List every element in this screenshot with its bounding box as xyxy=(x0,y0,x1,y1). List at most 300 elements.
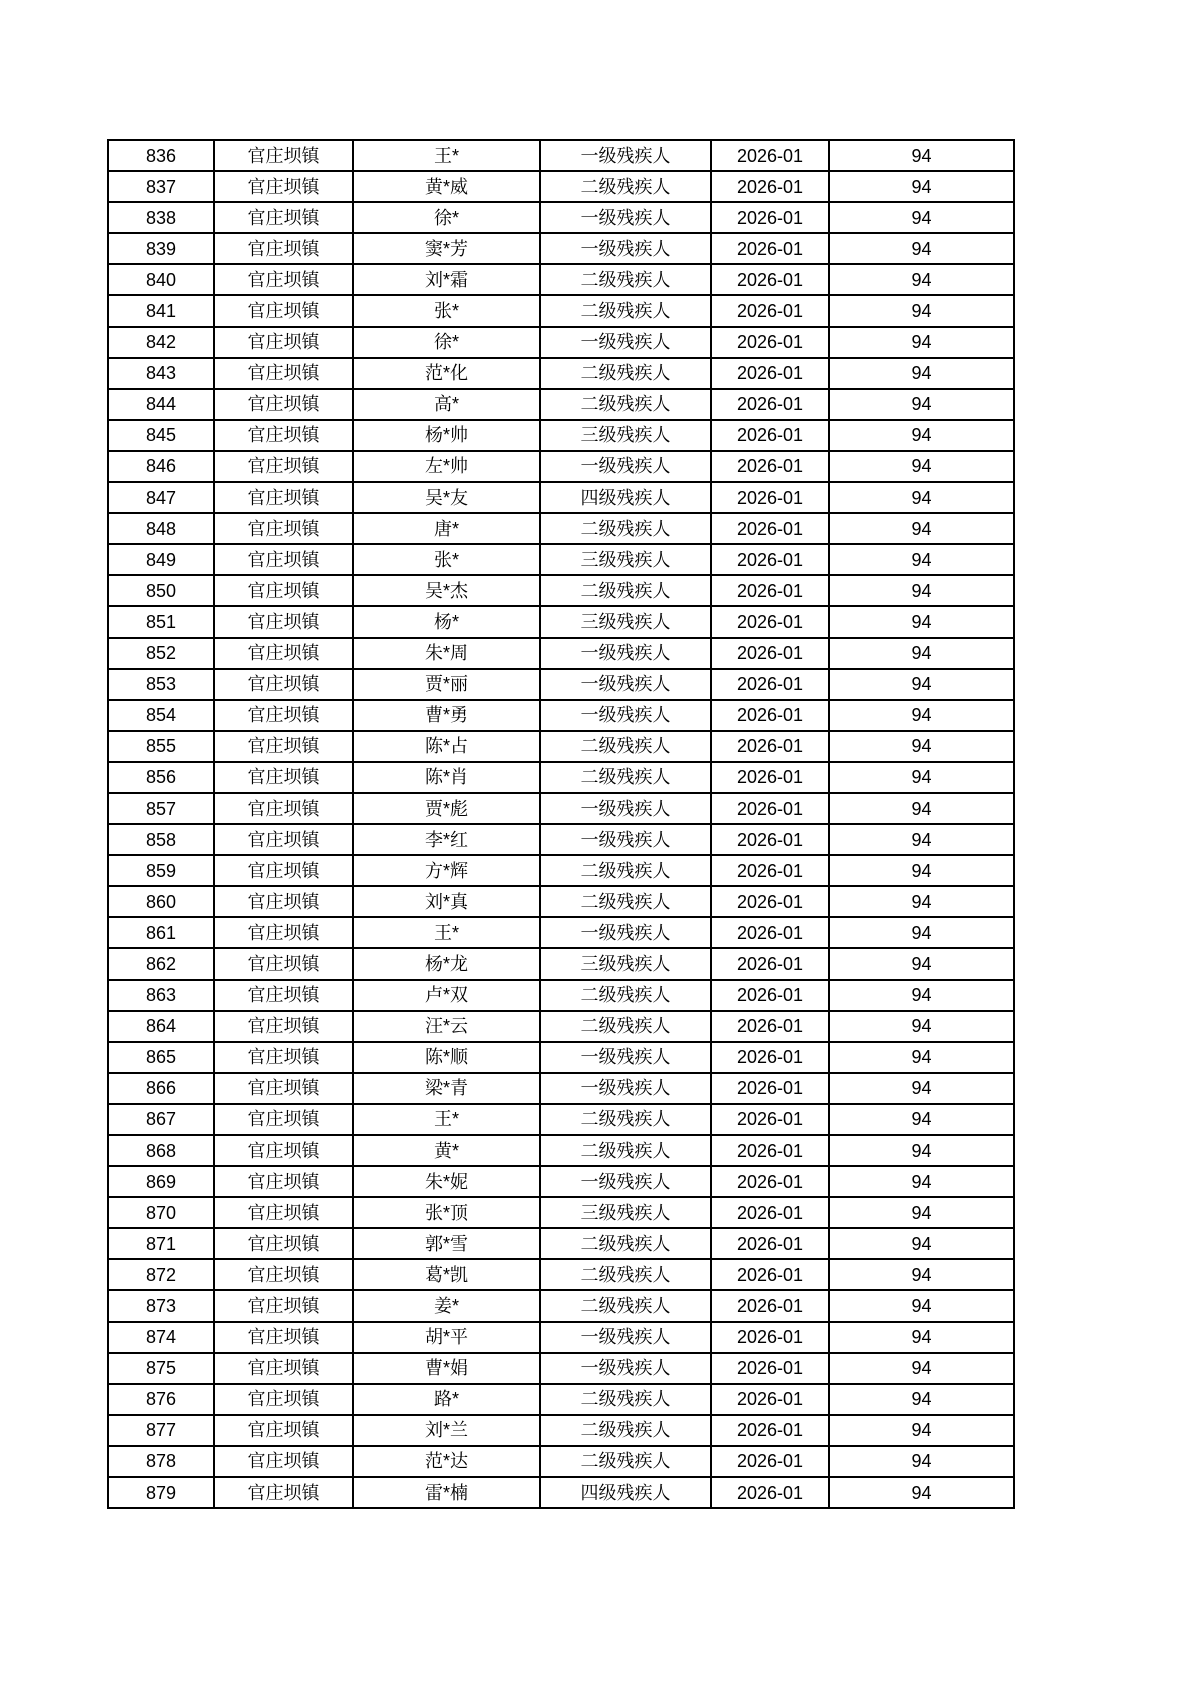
cell-town: 官庄坝镇 xyxy=(214,295,353,326)
cell-amount: 94 xyxy=(829,1135,1014,1166)
cell-amount: 94 xyxy=(829,420,1014,451)
cell-amount: 94 xyxy=(829,1073,1014,1104)
cell-month: 2026-01 xyxy=(711,202,829,233)
cell-month: 2026-01 xyxy=(711,1042,829,1073)
cell-row-number: 836 xyxy=(108,140,214,171)
cell-person-name: 唐* xyxy=(353,513,540,544)
cell-month: 2026-01 xyxy=(711,793,829,824)
cell-amount: 94 xyxy=(829,358,1014,389)
cell-person-name: 胡*平 xyxy=(353,1322,540,1353)
table-row xyxy=(108,1197,1014,1228)
cell-town: 官庄坝镇 xyxy=(214,575,353,606)
table-row xyxy=(108,1104,1014,1135)
cell-row-number: 860 xyxy=(108,886,214,917)
cell-month: 2026-01 xyxy=(711,1446,829,1477)
cell-row-number: 846 xyxy=(108,451,214,482)
cell-amount: 94 xyxy=(829,327,1014,358)
cell-disability-level: 二级残疾人 xyxy=(540,264,711,295)
cell-person-name: 张* xyxy=(353,295,540,326)
table-row xyxy=(108,762,1014,793)
cell-amount: 94 xyxy=(829,1259,1014,1290)
table-row xyxy=(108,1322,1014,1353)
cell-town: 官庄坝镇 xyxy=(214,1353,353,1384)
cell-disability-level: 二级残疾人 xyxy=(540,575,711,606)
cell-row-number: 877 xyxy=(108,1415,214,1446)
table-row xyxy=(108,544,1014,575)
cell-town: 官庄坝镇 xyxy=(214,1073,353,1104)
table-row xyxy=(108,606,1014,637)
cell-disability-level: 二级残疾人 xyxy=(540,762,711,793)
cell-row-number: 840 xyxy=(108,264,214,295)
cell-person-name: 黄* xyxy=(353,1135,540,1166)
cell-disability-level: 一级残疾人 xyxy=(540,824,711,855)
cell-month: 2026-01 xyxy=(711,606,829,637)
table-row xyxy=(108,948,1014,979)
cell-month: 2026-01 xyxy=(711,513,829,544)
cell-disability-level: 一级残疾人 xyxy=(540,700,711,731)
cell-person-name: 左*帅 xyxy=(353,451,540,482)
cell-person-name: 贾*丽 xyxy=(353,669,540,700)
table-row xyxy=(108,1415,1014,1446)
cell-row-number: 854 xyxy=(108,700,214,731)
cell-disability-level: 一级残疾人 xyxy=(540,1353,711,1384)
table-row xyxy=(108,171,1014,202)
cell-disability-level: 二级残疾人 xyxy=(540,1228,711,1259)
table-row xyxy=(108,700,1014,731)
cell-disability-level: 四级残疾人 xyxy=(540,1477,711,1508)
cell-amount: 94 xyxy=(829,451,1014,482)
cell-amount: 94 xyxy=(829,1384,1014,1415)
cell-month: 2026-01 xyxy=(711,1353,829,1384)
cell-disability-level: 二级残疾人 xyxy=(540,980,711,1011)
table-row xyxy=(108,513,1014,544)
cell-town: 官庄坝镇 xyxy=(214,1104,353,1135)
table-row xyxy=(108,855,1014,886)
cell-person-name: 吴*友 xyxy=(353,482,540,513)
cell-amount: 94 xyxy=(829,980,1014,1011)
table-row xyxy=(108,358,1014,389)
cell-town: 官庄坝镇 xyxy=(214,1259,353,1290)
cell-disability-level: 一级残疾人 xyxy=(540,917,711,948)
table-row xyxy=(108,1166,1014,1197)
cell-person-name: 陈*顺 xyxy=(353,1042,540,1073)
cell-town: 官庄坝镇 xyxy=(214,1197,353,1228)
table-row xyxy=(108,327,1014,358)
cell-month: 2026-01 xyxy=(711,451,829,482)
table-row xyxy=(108,1135,1014,1166)
table-row xyxy=(108,264,1014,295)
cell-month: 2026-01 xyxy=(711,1166,829,1197)
cell-month: 2026-01 xyxy=(711,420,829,451)
cell-disability-level: 三级残疾人 xyxy=(540,948,711,979)
cell-disability-level: 二级残疾人 xyxy=(540,358,711,389)
cell-town: 官庄坝镇 xyxy=(214,202,353,233)
cell-disability-level: 一级残疾人 xyxy=(540,638,711,669)
table-row xyxy=(108,1011,1014,1042)
cell-disability-level: 二级残疾人 xyxy=(540,855,711,886)
cell-amount: 94 xyxy=(829,1166,1014,1197)
cell-row-number: 858 xyxy=(108,824,214,855)
cell-town: 官庄坝镇 xyxy=(214,327,353,358)
cell-month: 2026-01 xyxy=(711,1322,829,1353)
cell-town: 官庄坝镇 xyxy=(214,513,353,544)
cell-month: 2026-01 xyxy=(711,233,829,264)
table-row xyxy=(108,886,1014,917)
table-row xyxy=(108,980,1014,1011)
cell-person-name: 李*红 xyxy=(353,824,540,855)
table-row xyxy=(108,202,1014,233)
cell-disability-level: 三级残疾人 xyxy=(540,420,711,451)
cell-row-number: 874 xyxy=(108,1322,214,1353)
cell-row-number: 868 xyxy=(108,1135,214,1166)
cell-month: 2026-01 xyxy=(711,575,829,606)
cell-month: 2026-01 xyxy=(711,1073,829,1104)
cell-person-name: 王* xyxy=(353,140,540,171)
cell-person-name: 刘*兰 xyxy=(353,1415,540,1446)
cell-town: 官庄坝镇 xyxy=(214,638,353,669)
cell-disability-level: 二级残疾人 xyxy=(540,171,711,202)
cell-month: 2026-01 xyxy=(711,638,829,669)
cell-month: 2026-01 xyxy=(711,1104,829,1135)
cell-person-name: 路* xyxy=(353,1384,540,1415)
cell-disability-level: 二级残疾人 xyxy=(540,886,711,917)
cell-disability-level: 一级残疾人 xyxy=(540,327,711,358)
cell-row-number: 844 xyxy=(108,389,214,420)
cell-month: 2026-01 xyxy=(711,886,829,917)
cell-row-number: 864 xyxy=(108,1011,214,1042)
cell-amount: 94 xyxy=(829,762,1014,793)
cell-amount: 94 xyxy=(829,669,1014,700)
cell-amount: 94 xyxy=(829,1446,1014,1477)
cell-person-name: 朱*妮 xyxy=(353,1166,540,1197)
cell-town: 官庄坝镇 xyxy=(214,233,353,264)
cell-town: 官庄坝镇 xyxy=(214,980,353,1011)
cell-disability-level: 四级残疾人 xyxy=(540,482,711,513)
cell-town: 官庄坝镇 xyxy=(214,793,353,824)
cell-town: 官庄坝镇 xyxy=(214,1415,353,1446)
cell-amount: 94 xyxy=(829,886,1014,917)
cell-town: 官庄坝镇 xyxy=(214,264,353,295)
cell-row-number: 849 xyxy=(108,544,214,575)
cell-town: 官庄坝镇 xyxy=(214,700,353,731)
cell-disability-level: 二级残疾人 xyxy=(540,1290,711,1321)
cell-amount: 94 xyxy=(829,824,1014,855)
cell-disability-level: 三级残疾人 xyxy=(540,606,711,637)
cell-disability-level: 二级残疾人 xyxy=(540,295,711,326)
cell-amount: 94 xyxy=(829,482,1014,513)
cell-month: 2026-01 xyxy=(711,389,829,420)
table-row xyxy=(108,824,1014,855)
cell-person-name: 葛*凯 xyxy=(353,1259,540,1290)
cell-month: 2026-01 xyxy=(711,140,829,171)
cell-row-number: 875 xyxy=(108,1353,214,1384)
cell-person-name: 贾*彪 xyxy=(353,793,540,824)
table-row xyxy=(108,140,1014,171)
cell-month: 2026-01 xyxy=(711,1290,829,1321)
table-row xyxy=(108,389,1014,420)
cell-town: 官庄坝镇 xyxy=(214,762,353,793)
cell-town: 官庄坝镇 xyxy=(214,824,353,855)
cell-row-number: 851 xyxy=(108,606,214,637)
cell-person-name: 姜* xyxy=(353,1290,540,1321)
cell-person-name: 吴*杰 xyxy=(353,575,540,606)
cell-person-name: 刘*真 xyxy=(353,886,540,917)
cell-row-number: 857 xyxy=(108,793,214,824)
cell-disability-level: 二级残疾人 xyxy=(540,1135,711,1166)
cell-town: 官庄坝镇 xyxy=(214,171,353,202)
table-row xyxy=(108,917,1014,948)
cell-person-name: 朱*周 xyxy=(353,638,540,669)
cell-row-number: 866 xyxy=(108,1073,214,1104)
cell-month: 2026-01 xyxy=(711,824,829,855)
cell-disability-level: 二级残疾人 xyxy=(540,731,711,762)
cell-person-name: 杨* xyxy=(353,606,540,637)
cell-disability-level: 一级残疾人 xyxy=(540,1073,711,1104)
cell-row-number: 843 xyxy=(108,358,214,389)
cell-amount: 94 xyxy=(829,171,1014,202)
cell-amount: 94 xyxy=(829,513,1014,544)
cell-month: 2026-01 xyxy=(711,1415,829,1446)
cell-month: 2026-01 xyxy=(711,264,829,295)
cell-person-name: 曹*娟 xyxy=(353,1353,540,1384)
cell-amount: 94 xyxy=(829,1415,1014,1446)
cell-person-name: 陈*占 xyxy=(353,731,540,762)
cell-row-number: 863 xyxy=(108,980,214,1011)
cell-month: 2026-01 xyxy=(711,1259,829,1290)
cell-row-number: 855 xyxy=(108,731,214,762)
cell-disability-level: 二级残疾人 xyxy=(540,513,711,544)
cell-row-number: 878 xyxy=(108,1446,214,1477)
cell-row-number: 845 xyxy=(108,420,214,451)
cell-month: 2026-01 xyxy=(711,731,829,762)
cell-disability-level: 三级残疾人 xyxy=(540,544,711,575)
cell-person-name: 范*达 xyxy=(353,1446,540,1477)
cell-disability-level: 一级残疾人 xyxy=(540,1322,711,1353)
cell-person-name: 窦*芳 xyxy=(353,233,540,264)
cell-month: 2026-01 xyxy=(711,1011,829,1042)
cell-disability-level: 一级残疾人 xyxy=(540,202,711,233)
cell-row-number: 847 xyxy=(108,482,214,513)
cell-town: 官庄坝镇 xyxy=(214,482,353,513)
cell-person-name: 王* xyxy=(353,1104,540,1135)
cell-amount: 94 xyxy=(829,202,1014,233)
cell-disability-level: 一级残疾人 xyxy=(540,669,711,700)
cell-town: 官庄坝镇 xyxy=(214,948,353,979)
cell-amount: 94 xyxy=(829,140,1014,171)
table-row xyxy=(108,420,1014,451)
table-row xyxy=(108,1042,1014,1073)
cell-person-name: 杨*帅 xyxy=(353,420,540,451)
cell-person-name: 郭*雪 xyxy=(353,1228,540,1259)
cell-month: 2026-01 xyxy=(711,669,829,700)
cell-amount: 94 xyxy=(829,1197,1014,1228)
cell-amount: 94 xyxy=(829,233,1014,264)
cell-town: 官庄坝镇 xyxy=(214,886,353,917)
cell-month: 2026-01 xyxy=(711,1384,829,1415)
cell-disability-level: 一级残疾人 xyxy=(540,793,711,824)
table-row xyxy=(108,482,1014,513)
cell-month: 2026-01 xyxy=(711,1135,829,1166)
cell-town: 官庄坝镇 xyxy=(214,1290,353,1321)
cell-amount: 94 xyxy=(829,544,1014,575)
cell-person-name: 杨*龙 xyxy=(353,948,540,979)
cell-row-number: 870 xyxy=(108,1197,214,1228)
table-row xyxy=(108,638,1014,669)
cell-amount: 94 xyxy=(829,295,1014,326)
cell-amount: 94 xyxy=(829,606,1014,637)
cell-town: 官庄坝镇 xyxy=(214,389,353,420)
cell-person-name: 曹*勇 xyxy=(353,700,540,731)
cell-disability-level: 一级残疾人 xyxy=(540,1042,711,1073)
cell-town: 官庄坝镇 xyxy=(214,544,353,575)
cell-amount: 94 xyxy=(829,1290,1014,1321)
cell-row-number: 852 xyxy=(108,638,214,669)
cell-town: 官庄坝镇 xyxy=(214,1135,353,1166)
cell-town: 官庄坝镇 xyxy=(214,731,353,762)
table-body xyxy=(108,140,1014,1508)
cell-town: 官庄坝镇 xyxy=(214,606,353,637)
cell-town: 官庄坝镇 xyxy=(214,1384,353,1415)
cell-town: 官庄坝镇 xyxy=(214,1011,353,1042)
cell-month: 2026-01 xyxy=(711,1477,829,1508)
cell-month: 2026-01 xyxy=(711,1197,829,1228)
cell-person-name: 徐* xyxy=(353,202,540,233)
cell-amount: 94 xyxy=(829,731,1014,762)
cell-person-name: 张* xyxy=(353,544,540,575)
cell-town: 官庄坝镇 xyxy=(214,917,353,948)
cell-town: 官庄坝镇 xyxy=(214,1166,353,1197)
cell-person-name: 高* xyxy=(353,389,540,420)
cell-disability-level: 一级残疾人 xyxy=(540,451,711,482)
cell-amount: 94 xyxy=(829,575,1014,606)
cell-town: 官庄坝镇 xyxy=(214,140,353,171)
cell-amount: 94 xyxy=(829,1011,1014,1042)
cell-row-number: 873 xyxy=(108,1290,214,1321)
cell-row-number: 869 xyxy=(108,1166,214,1197)
table-row xyxy=(108,731,1014,762)
cell-person-name: 刘*霜 xyxy=(353,264,540,295)
cell-month: 2026-01 xyxy=(711,482,829,513)
cell-month: 2026-01 xyxy=(711,171,829,202)
cell-disability-level: 一级残疾人 xyxy=(540,233,711,264)
cell-amount: 94 xyxy=(829,700,1014,731)
cell-month: 2026-01 xyxy=(711,327,829,358)
cell-month: 2026-01 xyxy=(711,544,829,575)
cell-disability-level: 二级残疾人 xyxy=(540,1104,711,1135)
cell-row-number: 862 xyxy=(108,948,214,979)
cell-amount: 94 xyxy=(829,793,1014,824)
table-row xyxy=(108,1384,1014,1415)
cell-person-name: 王* xyxy=(353,917,540,948)
cell-person-name: 张*顶 xyxy=(353,1197,540,1228)
cell-person-name: 汪*云 xyxy=(353,1011,540,1042)
cell-town: 官庄坝镇 xyxy=(214,420,353,451)
cell-amount: 94 xyxy=(829,855,1014,886)
cell-amount: 94 xyxy=(829,1322,1014,1353)
cell-person-name: 雷*楠 xyxy=(353,1477,540,1508)
cell-row-number: 879 xyxy=(108,1477,214,1508)
cell-row-number: 850 xyxy=(108,575,214,606)
cell-month: 2026-01 xyxy=(711,1228,829,1259)
cell-disability-level: 二级残疾人 xyxy=(540,1384,711,1415)
cell-amount: 94 xyxy=(829,1477,1014,1508)
cell-disability-level: 二级残疾人 xyxy=(540,1446,711,1477)
cell-disability-level: 一级残疾人 xyxy=(540,140,711,171)
cell-disability-level: 三级残疾人 xyxy=(540,1197,711,1228)
cell-town: 官庄坝镇 xyxy=(214,358,353,389)
cell-row-number: 856 xyxy=(108,762,214,793)
table-row xyxy=(108,575,1014,606)
cell-row-number: 837 xyxy=(108,171,214,202)
table-row xyxy=(108,1259,1014,1290)
cell-town: 官庄坝镇 xyxy=(214,1042,353,1073)
cell-month: 2026-01 xyxy=(711,762,829,793)
cell-amount: 94 xyxy=(829,948,1014,979)
table-row xyxy=(108,669,1014,700)
cell-person-name: 范*化 xyxy=(353,358,540,389)
cell-amount: 94 xyxy=(829,917,1014,948)
table-row xyxy=(108,451,1014,482)
cell-town: 官庄坝镇 xyxy=(214,855,353,886)
table-row xyxy=(108,1228,1014,1259)
table-row xyxy=(108,1477,1014,1508)
cell-row-number: 871 xyxy=(108,1228,214,1259)
cell-month: 2026-01 xyxy=(711,980,829,1011)
cell-row-number: 861 xyxy=(108,917,214,948)
cell-row-number: 867 xyxy=(108,1104,214,1135)
cell-month: 2026-01 xyxy=(711,358,829,389)
cell-person-name: 梁*青 xyxy=(353,1073,540,1104)
table-row xyxy=(108,233,1014,264)
cell-amount: 94 xyxy=(829,1353,1014,1384)
cell-row-number: 859 xyxy=(108,855,214,886)
cell-person-name: 徐* xyxy=(353,327,540,358)
cell-row-number: 853 xyxy=(108,669,214,700)
cell-month: 2026-01 xyxy=(711,917,829,948)
cell-amount: 94 xyxy=(829,389,1014,420)
table-row xyxy=(108,1446,1014,1477)
cell-row-number: 839 xyxy=(108,233,214,264)
cell-disability-level: 一级残疾人 xyxy=(540,1166,711,1197)
cell-town: 官庄坝镇 xyxy=(214,669,353,700)
cell-person-name: 黄*威 xyxy=(353,171,540,202)
cell-town: 官庄坝镇 xyxy=(214,1322,353,1353)
cell-amount: 94 xyxy=(829,1104,1014,1135)
cell-row-number: 872 xyxy=(108,1259,214,1290)
table-row xyxy=(108,1353,1014,1384)
cell-month: 2026-01 xyxy=(711,855,829,886)
cell-person-name: 陈*肖 xyxy=(353,762,540,793)
cell-disability-level: 二级残疾人 xyxy=(540,1259,711,1290)
cell-person-name: 方*辉 xyxy=(353,855,540,886)
cell-disability-level: 二级残疾人 xyxy=(540,389,711,420)
cell-amount: 94 xyxy=(829,1042,1014,1073)
cell-town: 官庄坝镇 xyxy=(214,1228,353,1259)
cell-row-number: 848 xyxy=(108,513,214,544)
cell-amount: 94 xyxy=(829,1228,1014,1259)
cell-row-number: 876 xyxy=(108,1384,214,1415)
cell-month: 2026-01 xyxy=(711,700,829,731)
cell-town: 官庄坝镇 xyxy=(214,451,353,482)
cell-disability-level: 二级残疾人 xyxy=(540,1011,711,1042)
cell-row-number: 842 xyxy=(108,327,214,358)
cell-person-name: 卢*双 xyxy=(353,980,540,1011)
cell-disability-level: 二级残疾人 xyxy=(540,1415,711,1446)
cell-row-number: 841 xyxy=(108,295,214,326)
cell-month: 2026-01 xyxy=(711,295,829,326)
table-row xyxy=(108,1290,1014,1321)
cell-amount: 94 xyxy=(829,638,1014,669)
